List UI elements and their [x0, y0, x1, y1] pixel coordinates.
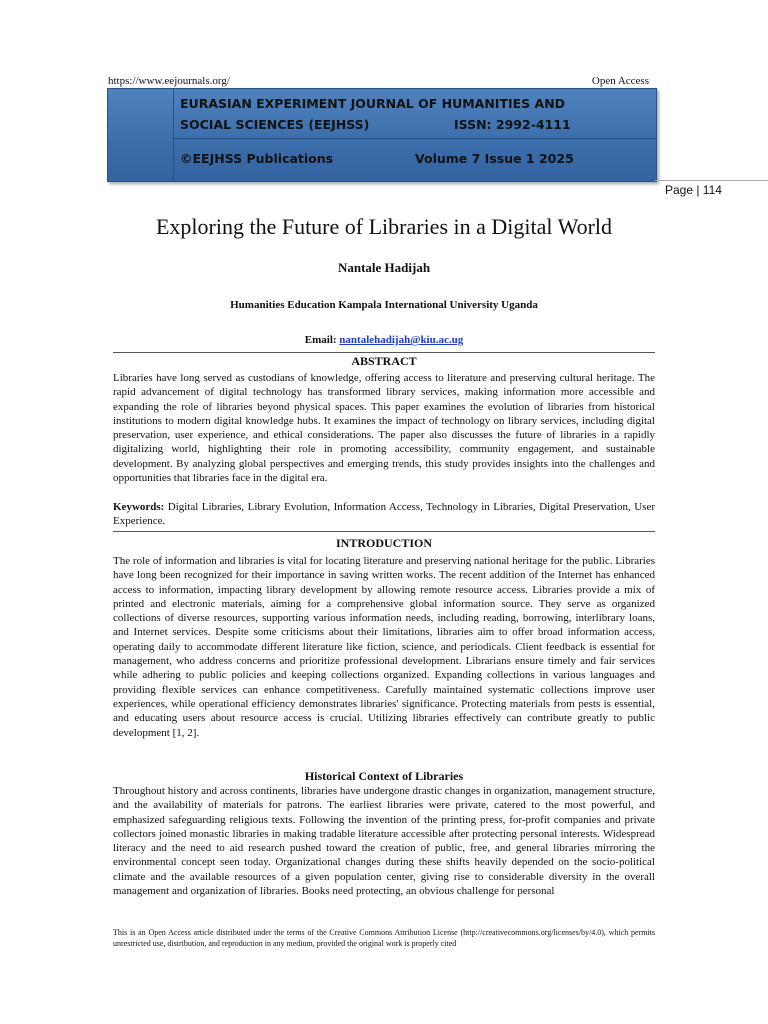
journal-publisher: ©EEJHSS Publications [180, 151, 334, 166]
historical-context-heading: Historical Context of Libraries [304, 769, 464, 783]
journal-name-line2: SOCIAL SCIENCES (EEJHSS) [180, 117, 370, 132]
journal-name-row2 [180, 117, 650, 132]
page-number-rule [655, 180, 768, 181]
journal-issn: ISSN: 2992-4111 [454, 117, 571, 132]
page-number: Page | 114 [665, 183, 722, 197]
journal-banner [107, 88, 657, 182]
open-access-label: Open Access [591, 75, 649, 87]
historical-context-text: Throughout history and across continents, libraries have undergone drastic changes in organization, management structure, and the availability of materials for patrons. The earliest libraries were private, catered to the most powerful, and emphasized safeguarding religious texts. Following the invention of the printing press, for-profit companies and private collectors joined monastic libraries in making tradable literature accessible after protecting personal interests. Widespread literacy and the need to aid research pushed toward the creation of public, free, and general libraries mirroring the environmental concept seen today. Organizational changes during these shifts heavily depended on the socio-political climate and the available resources of a given population center, giving rise to considerable diversity in the overall management and organization of libraries. Books need protecting, an obvious challenge for personal [113, 785, 655, 898]
banner-logo-block [108, 89, 174, 181]
abstract-text: Libraries have long served as custodians of knowledge, offering access to literature and preserving cultural heritage. The rapid advancement of digital technology has transformed library services, making information more accessible and expanding the role of libraries beyond physical spaces. This paper examines the evolution of libraries from historical institutions to modern digital knowledge hubs. It examines the impact of technology on library services, including digital preservation, user experience, and ethical considerations. The paper also discusses the future of libraries in a rapidly digitalizing world, highlighting their role in promoting accessibility, community engagement, and sustainable development. By analyzing global perspectives and emerging trends, this study provides insights into the challenges and opportunities that libraries face in the digital era. [113, 372, 655, 485]
journal-publication-row [180, 151, 650, 166]
author-email-link[interactable]: nantalehadijah@kiu.ac.ug [339, 334, 464, 346]
abstract-top-rule [113, 352, 655, 353]
journal-name-line1: EURASIAN EXPERIMENT JOURNAL OF HUMANITIES AND [180, 96, 566, 111]
banner-divider [174, 138, 656, 139]
introduction-text: The role of information and libraries is vital for locating literature and preserving national heritage for the public. Libraries have long been recognized for their importance in saving written works. The recent addition of the Internet has enhanced access to information, impacting library development by allowing remote resource access. Libraries provide a mix of printed and electronic materials, aiming for a comprehensive global information source. They serve as organized collections of diverse resources, supporting various information needs, including reading, borrowing, interlibrary loans, and Internet services. Despite some criticisms about their limitations, libraries aim to offer broad information access, operating daily to accommodate different literature like fiction, science, and periodicals. Client feedback is essential for management, who address concerns and prioritize professional development. Librarians ensure timely and fair services while adhering to public policies and keeping collections organized. Expanding collections in various languages and providing flexible services can enhance competitiveness. Carefully maintained systematic collections improve user experiences, while operational efficiency demonstrates libraries' significance. Protecting materials from pests is essential, and educating users about resource access is crucial. Utilizing libraries effectively can contribute greatly to public development [1, 2]. [113, 555, 655, 739]
journal-volume: Volume 7 Issue 1 2025 [415, 151, 574, 166]
abstract-bottom-rule [113, 531, 655, 532]
journal-url[interactable]: https://www.eejournals.org/ [108, 75, 230, 87]
keywords-list: Digital Libraries, Library Evolution, Information Access, Technology in Libraries, Digital Preservation, User Experience. [113, 501, 655, 528]
keywords-label: Keywords: [113, 501, 165, 513]
article-title: Exploring the Future of Libraries in a Digital World [155, 214, 613, 239]
abstract-heading: ABSTRACT [351, 354, 417, 368]
author-email-line [0, 334, 768, 346]
introduction-heading: INTRODUCTION [335, 536, 432, 550]
article-author: Nantale Hadijah [337, 260, 431, 275]
author-affiliation: Humanities Education Kampala International University Uganda [230, 299, 538, 311]
email-label: Email: [304, 334, 340, 346]
keywords-line [113, 500, 655, 529]
license-footnote: This is an Open Access article distributed under the terms of the Creative Commons Attribution License (http://creativecommons.org/licenses/by/4.0), which permits unrestricted use, distribution, and reproduction in any medium, provided the original work is properly cited [113, 928, 655, 948]
